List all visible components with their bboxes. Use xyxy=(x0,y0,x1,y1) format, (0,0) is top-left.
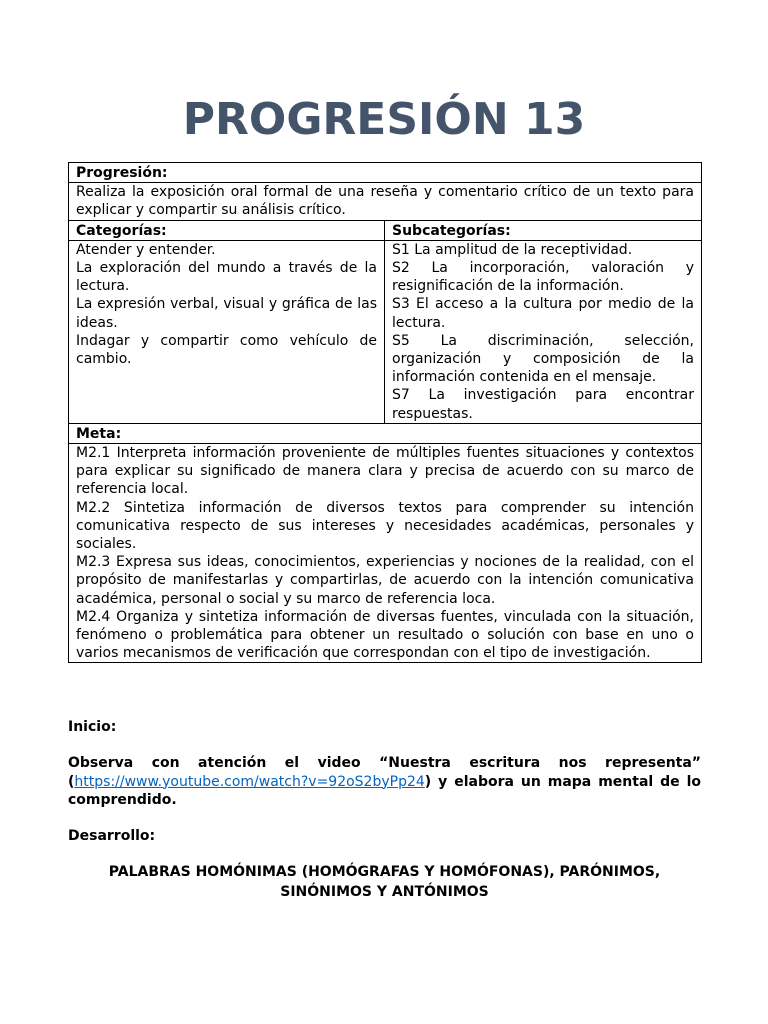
subcategoria-item: S2 La incorporación, valoración y resignificación de la información. xyxy=(392,260,694,295)
meta-item: M2.1 Interpreta información proveniente de múltiples fuentes situaciones y contextos para explicar su significado de manera clara y precisa de acuerdo con su marco de referencia local. xyxy=(76,445,694,498)
subcategoria-item: S3 El acceso a la cultura por medio de la lectura. xyxy=(392,296,694,331)
subcategoria-item: S5 La discriminación, selección, organización y composición de la información contenida en el mensaje. xyxy=(392,332,694,386)
progression-table xyxy=(68,162,702,663)
subcategorias-cell xyxy=(385,240,702,423)
subcategorias-heading: Subcategorías: xyxy=(385,220,702,240)
meta-item: M2.3 Expresa sus ideas, conocimientos, experiencias y nociones de la realidad, con el propósito de manifestarlas y compartirlas, de acuerdo con la intención comunicativa académica, personal o social y su marco de referencia loca. xyxy=(76,554,694,607)
meta-item: M2.4 Organiza y sintetiza información de diversas fuentes, vinculada con la situación, fenómeno o problemática para obtener un resultado o solución con base en uno o varios mecanismos de verificación que correspondan con el tipo de investigación. xyxy=(76,608,694,662)
desarrollo-label: Desarrollo: xyxy=(68,828,156,844)
inicio-text-after: ) y elabora un mapa mental de lo comprendido. xyxy=(68,773,701,808)
page-title: PROGRESIÓN 13 xyxy=(182,94,586,145)
meta-item: M2.2 Sintetiza información de diversos textos para comprender su intención comunicativa respecto de sus intereses y necesidades académicas, personales y sociales. xyxy=(76,499,694,553)
desarrollo-heading-line-2: SINÓNIMOS Y ANTÓNIMOS xyxy=(280,883,489,900)
progresion-text: Realiza la exposición oral formal de una reseña y comentario crítico de un texto para explicar y compartir su análisis crítico. xyxy=(69,183,702,220)
categorias-cell xyxy=(69,240,385,423)
subcategoria-item: S7 La investigación para encontrar respuestas. xyxy=(392,387,694,422)
categoria-item: La expresión verbal, visual y gráfica de las ideas. xyxy=(76,296,377,331)
metas-cell xyxy=(69,444,702,663)
desarrollo-heading xyxy=(68,863,701,902)
inicio-label: Inicio: xyxy=(68,719,117,735)
categorias-heading: Categorías: xyxy=(69,220,385,240)
meta-heading: Meta: xyxy=(69,423,702,443)
inicio-instructions xyxy=(68,754,701,810)
subcategoria-item: S1 La amplitud de la receptividad. xyxy=(392,241,633,258)
categoria-item: La exploración del mundo a través de la lectura. xyxy=(76,260,377,295)
progresion-heading: Progresión: xyxy=(69,163,702,183)
inicio-text-before: Observa con atención el video “Nuestra escritura nos representa” ( xyxy=(68,755,701,790)
categoria-item: Indagar y compartir como vehículo de cambio. xyxy=(76,332,377,368)
youtube-video-link[interactable]: https://www.youtube.com/watch?v=92oS2byPp24 xyxy=(74,773,425,790)
categoria-item: Atender y entender. xyxy=(76,241,216,258)
desarrollo-heading-line-1: PALABRAS HOMÓNIMAS (HOMÓGRAFAS Y HOMÓFONAS), PARÓNIMOS, xyxy=(108,864,661,880)
